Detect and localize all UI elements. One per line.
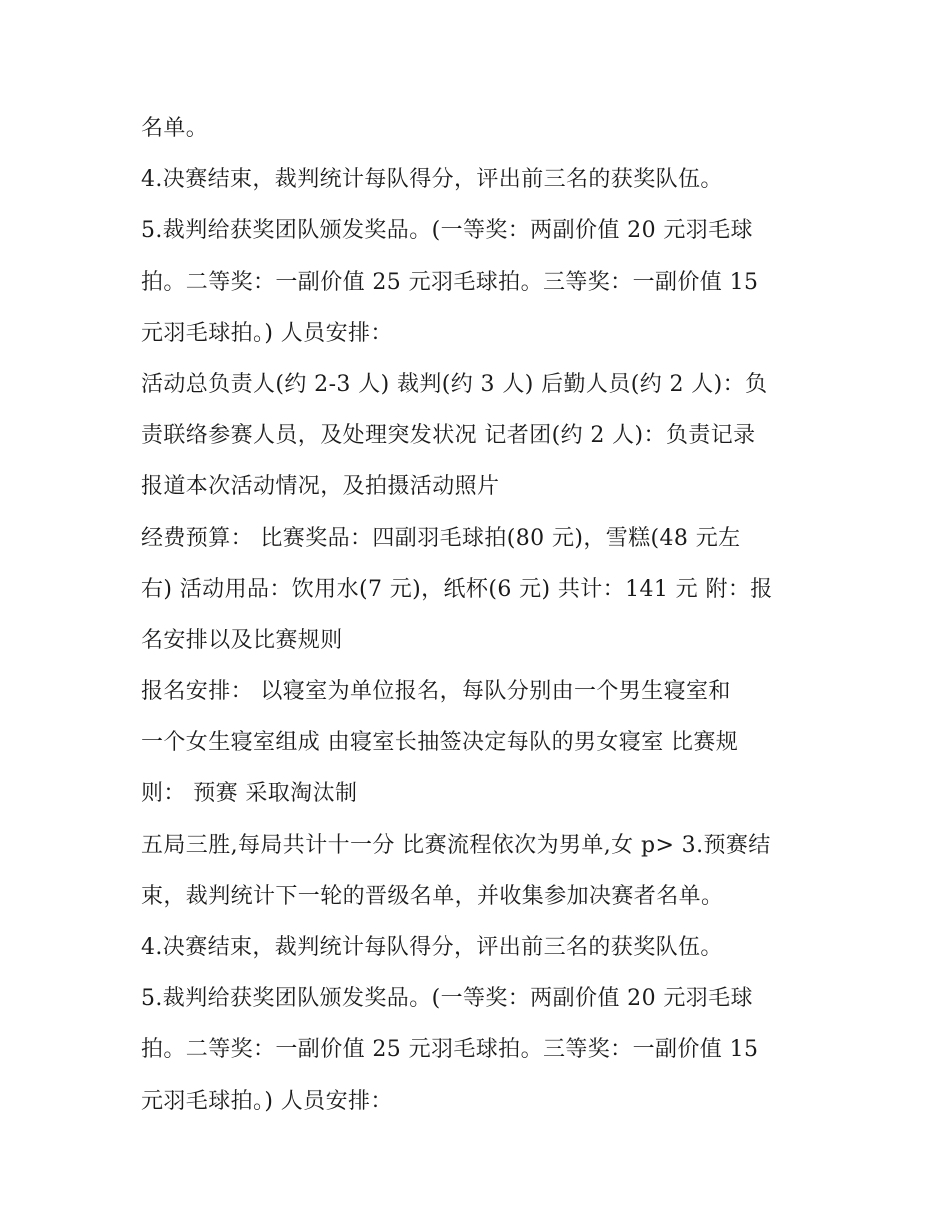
text-line: 报道本次活动情况，及拍摄活动照片	[141, 474, 500, 500]
text-line: 4.决赛结束，裁判统计每队得分，评出前三名的获奖队伍。	[141, 167, 723, 193]
text-line: 5.裁判给获奖团队颁发奖品。(一等奖：两副价值 20 元羽毛球	[141, 986, 753, 1012]
text-line: 五局三胜,每局共计十一分 比赛流程依次为男单,女 p> 3.预赛结	[141, 832, 771, 858]
text-line: 经费预算： 比赛奖品：四副羽毛球拍(80 元)，雪糕(48 元左	[141, 525, 741, 551]
text-line: 元羽毛球拍。) 人员安排：	[141, 1088, 393, 1114]
text-line: 元羽毛球拍。) 人员安排：	[141, 320, 393, 346]
text-line: 4.决赛结束，裁判统计每队得分，评出前三名的获奖队伍。	[141, 935, 723, 960]
text-line: 则： 预赛 采取淘汰制	[141, 781, 358, 807]
text-line: 名单。	[141, 116, 209, 141]
text-line: 活动总负责人(约 2-3 人) 裁判(约 3 人) 后勤人员(约 2 人)：负	[141, 371, 768, 397]
text-line: 5.裁判给获奖团队颁发奖品。(一等奖：两副价值 20 元羽毛球	[141, 218, 753, 244]
text-line: 一个女生寝室组成 由寝室长抽签决定每队的男女寝室 比赛规	[141, 730, 739, 756]
text-line: 束，裁判统计下一轮的晋级名单，并收集参加决赛者名单。	[141, 883, 724, 909]
text-line: 名安排以及比赛规则	[141, 627, 343, 653]
text-line: 责联络参赛人员，及处理突发状况 记者团(约 2 人)：负责记录	[141, 423, 756, 449]
document-body	[141, 103, 831, 1127]
text-line: 拍。二等奖：一副价值 25 元羽毛球拍。三等奖：一副价值 15	[141, 1037, 759, 1063]
text-line: 右) 活动用品：饮用水(7 元)，纸杯(6 元) 共计：141 元 附：报	[141, 576, 773, 602]
text-line: 拍。二等奖：一副价值 25 元羽毛球拍。三等奖：一副价值 15	[141, 269, 759, 295]
text-line: 报名安排： 以寝室为单位报名，每队分别由一个男生寝室和	[141, 679, 731, 705]
